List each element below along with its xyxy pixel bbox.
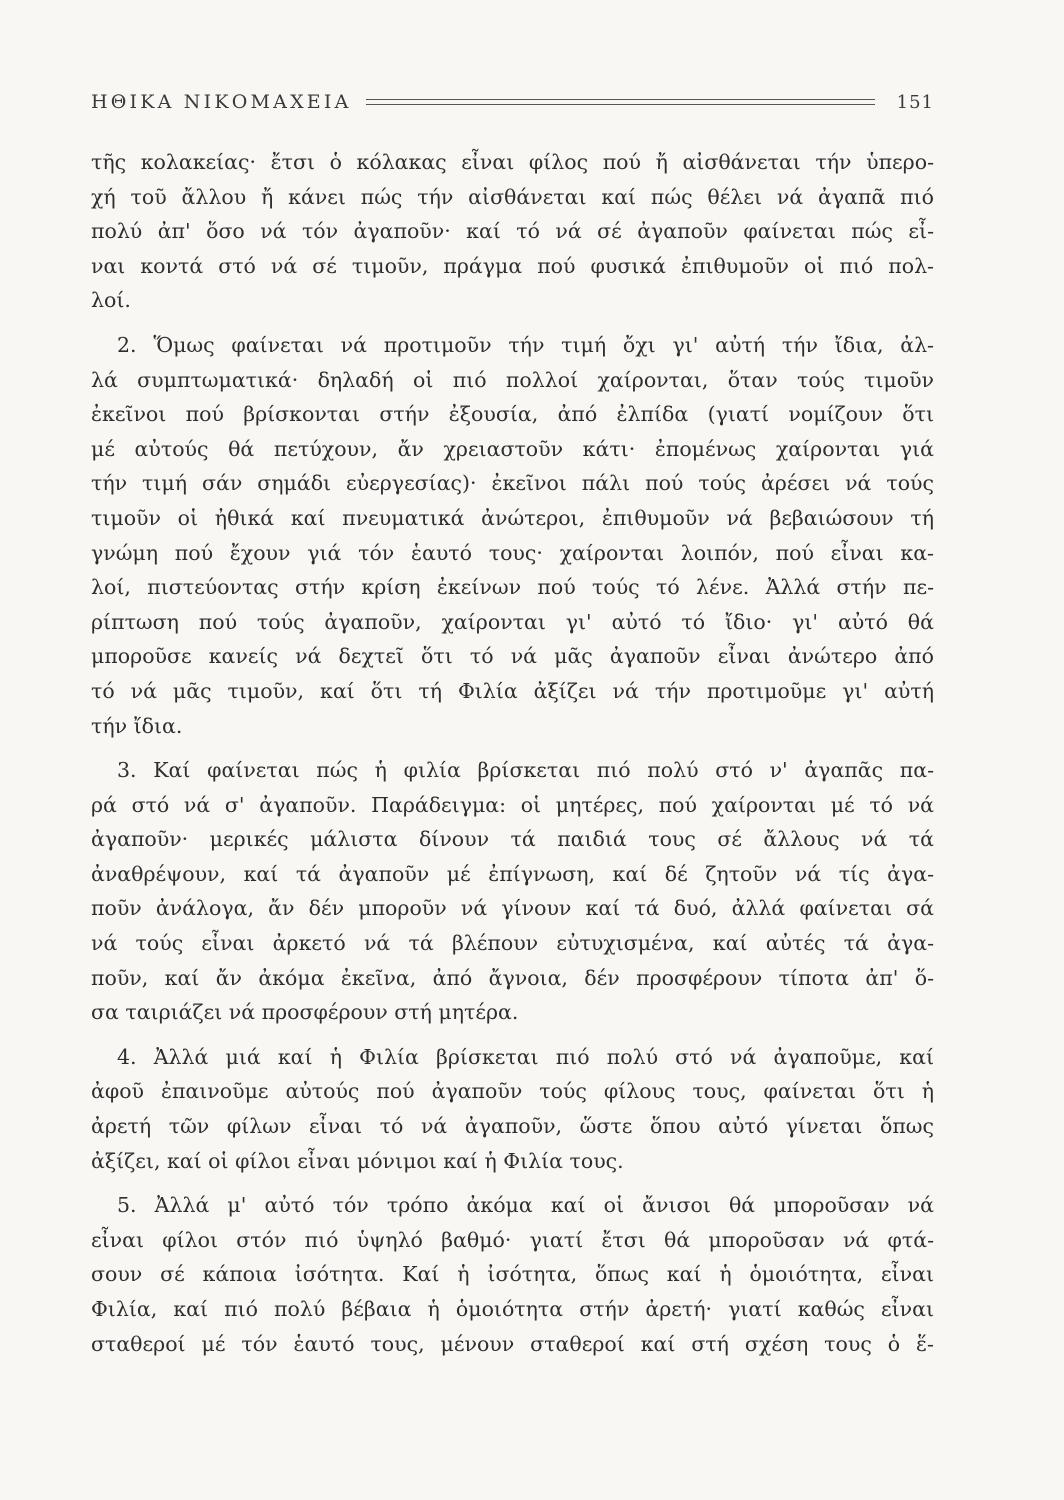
text-line: λοί.	[91, 288, 131, 313]
paragraph-4	[91, 1040, 934, 1178]
text-line: τῆς κολακείας· ἔτσι ὁ κόλακας εἶναι φίλος πού ἤ αἰσθάνεται τήν ὑπερο-	[91, 150, 934, 174]
text-line: ἀφοῦ ἐπαινοῦμε αὐτούς πού ἀγαποῦν τούς φίλους τους, φαίνεται ὅτι ἡ	[91, 1079, 934, 1104]
body-text	[91, 145, 934, 1361]
text-line: μέ αὐτούς θά πετύχουν, ἄν χρειαστοῦν κάτι· ἐπομένως χαίρονται γιά	[91, 436, 934, 461]
text-line: 2. Ὅμως φαίνεται νά προτιμοῦν τήν τιμή ὄχι γι' αὐτή τήν ἴδια, ἀλ-	[117, 332, 934, 357]
text-line: Φιλία, καί πιό πολύ βέβαια ἡ ὁμοιότητα στήν ἀρετή· γιατί καθώς εἶναι	[91, 1297, 934, 1321]
paragraph-gap	[91, 1030, 934, 1040]
text-line: ἀναθρέψουν, καί τά ἀγαποῦν μέ ἐπίγνωση, καί δέ ζητοῦν νά τίς ἀγα-	[91, 861, 934, 886]
text-line: εἶναι φίλοι στόν πιό ὑψηλό βαθμό· γιατί ἔτσι θά μποροῦσαν νά φτά-	[91, 1227, 934, 1252]
text-line: τιμοῦν οἱ ἠθικά καί πνευματικά ἀνώτεροι, ἐπιθυμοῦν νά βεβαιώσουν τή	[91, 505, 934, 530]
text-line: λά συμπτωματικά· δηλαδή οἱ πιό πολλοί χαίρονται, ὅταν τούς τιμοῦν	[91, 367, 934, 392]
text-line: ἐκεῖνοι πού βρίσκονται στήν ἐξουσία, ἀπό ἐλπίδα (γιατί νομίζουν ὅτι	[91, 402, 934, 427]
text-line: ἀγαποῦν· μερικές μάλιστα δίνουν τά παιδιά τους σέ ἄλλους νά τά	[91, 827, 934, 852]
text-line: ἀρετή τῶν φίλων εἶναι τό νά ἀγαποῦν, ὥστε ὅπου αὐτό γίνεται ὅπως	[91, 1114, 934, 1139]
text-line: μποροῦσε κανείς νά δεχτεῖ ὅτι τό νά μᾶς ἀγαποῦν εἶναι ἀνώτερο ἀπό	[91, 644, 934, 669]
paragraph-1	[91, 145, 934, 318]
page-header	[91, 88, 934, 116]
paragraph-gap	[91, 743, 934, 753]
text-line: σουν σέ κάποια ἰσότητα. Καί ἡ ἰσότητα, ὅπως καί ἡ ὁμοιότητα, εἶναι	[91, 1262, 934, 1287]
running-title: ΗΘΙΚΑ ΝΙΚΟΜΑΧΕΙΑ	[91, 91, 352, 113]
text-line: τό νά μᾶς τιμοῦν, καί ὅτι τή Φιλία ἀξίζει νά τήν προτιμοῦμε γι' αὐτή	[91, 678, 934, 703]
text-line: λοί, πιστεύοντας στήν κρίση ἐκείνων πού τούς τό λένε. Ἀλλά στήν πε-	[91, 575, 934, 600]
text-line: χή τοῦ ἄλλου ἤ κάνει πώς τήν αἰσθάνεται καί πώς θέλει νά ἀγαπᾶ πιό	[91, 184, 934, 209]
paragraph-gap	[91, 1178, 934, 1188]
text-line: ποῦν ἀνάλογα, ἄν δέν μποροῦν νά γίνουν καί τά δυό, ἀλλά φαίνεται σά	[91, 896, 934, 921]
text-line: 5. Ἀλλά μ' αὐτό τόν τρόπο ἀκόμα καί οἱ ἄνισοι θά μποροῦσαν νά	[117, 1193, 934, 1218]
text-line: ναι κοντά στό νά σέ τιμοῦν, πράγμα πού φυσικά ἐπιθυμοῦν οἱ πιό πολ-	[91, 253, 934, 278]
text-line: ρίπτωση πού τούς ἀγαποῦν, χαίρονται γι' αὐτό τό ἴδιο· γι' αὐτό θά	[91, 609, 934, 634]
text-line: νά τούς εἶναι ἀρκετό νά τά βλέπουν εὐτυχισμένα, καί αὐτές τά ἀγα-	[91, 931, 934, 956]
text-line: τήν τιμή σάν σημάδι εὐεργεσίας)· ἐκεῖνοι πάλι πού τούς ἀρέσει νά τούς	[91, 471, 934, 496]
text-line: τήν ἴδια.	[91, 713, 183, 738]
paragraph-5	[91, 1188, 934, 1361]
text-line: σα ταιριάζει νά προσφέρουν στή μητέρα.	[91, 1000, 519, 1025]
text-line: 4. Ἀλλά μιά καί ἡ Φιλία βρίσκεται πιό πολύ στό νά ἀγαποῦμε, καί	[117, 1044, 934, 1069]
page-number: 151	[896, 91, 934, 113]
text-line: ποῦν, καί ἄν ἀκόμα ἐκεῖνα, ἀπό ἄγνοια, δέν προσφέρουν τίποτα ἀπ' ὅ-	[91, 965, 934, 990]
text-line: γνώμη πού ἔχουν γιά τόν ἑαυτό τους· χαίρονται λοιπόν, πού εἶναι κα-	[91, 540, 934, 565]
text-line: 3. Καί φαίνεται πώς ἡ φιλία βρίσκεται πιό πολύ στό ν' ἀγαπᾶς πα-	[117, 758, 934, 783]
paragraph-gap	[91, 318, 934, 328]
header-double-rule	[366, 99, 875, 105]
paragraph-2	[91, 328, 934, 743]
text-line: σταθεροί μέ τόν ἑαυτό τους, μένουν σταθεροί καί στή σχέση τους ὁ ἕ-	[91, 1331, 934, 1356]
text-line: ἀξίζει, καί οἱ φίλοι εἶναι μόνιμοι καί ἡ Φιλία τους.	[91, 1148, 624, 1173]
text-line: πολύ ἀπ' ὅσο νά τόν ἀγαποῦν· καί τό νά σέ ἀγαποῦν φαίνεται πώς εἶ-	[91, 219, 934, 244]
text-line: ρά στό νά σ' ἀγαποῦν. Παράδειγμα: οἱ μητέρες, πού χαίρονται μέ τό νά	[91, 792, 934, 817]
paragraph-3	[91, 753, 934, 1030]
